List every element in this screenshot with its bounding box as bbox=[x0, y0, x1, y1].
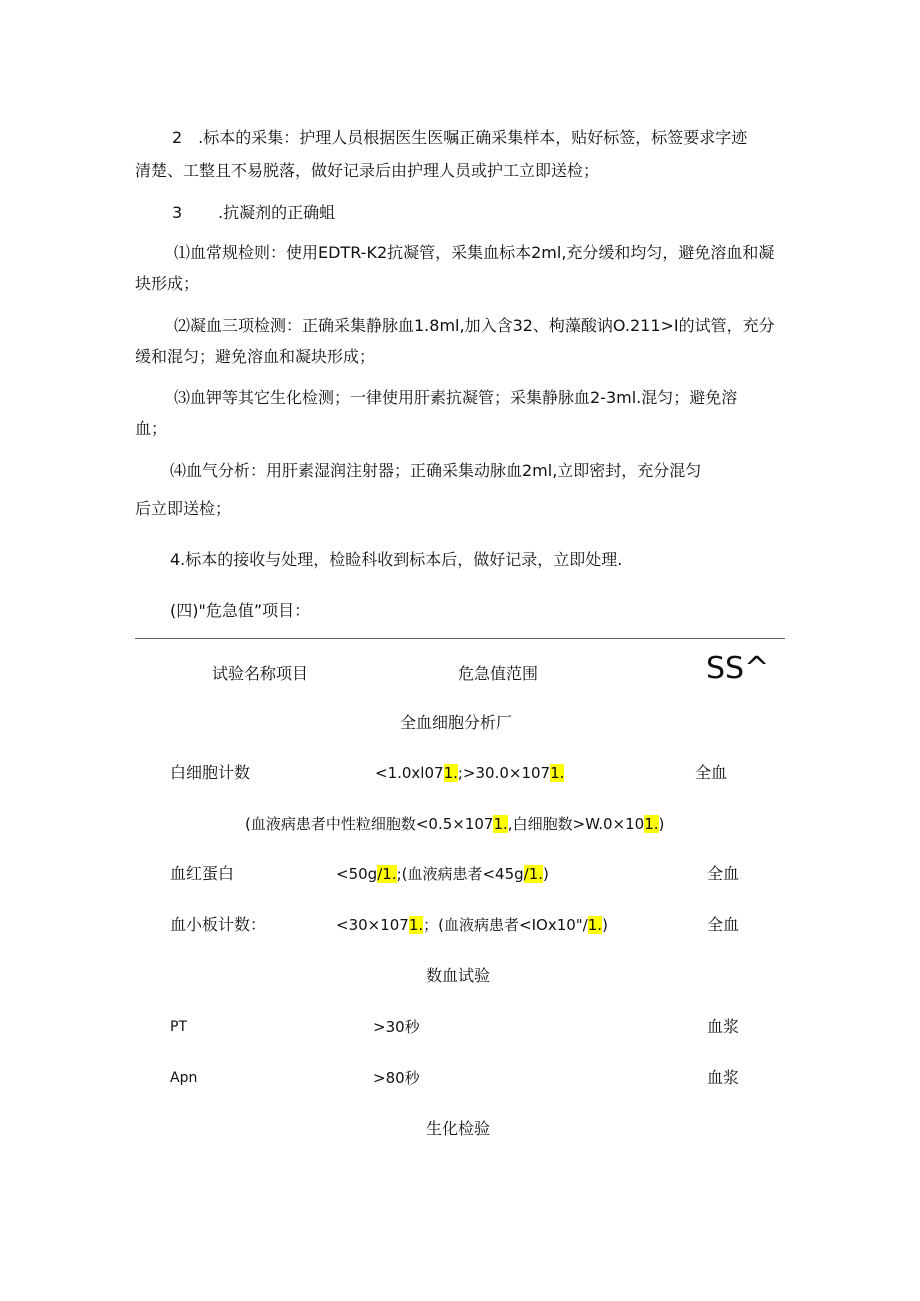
table-section-biochemistry: 生化检验 bbox=[426, 1119, 491, 1138]
paragraph-blood-gas-line2: 后立即送检； bbox=[135, 499, 232, 518]
paragraph-biochem-line2: 血； bbox=[135, 419, 168, 438]
table-row-wbc-range: <1.0xl071.;>30.0×1071. bbox=[375, 764, 565, 782]
table-row-wbc-name: 白细胞计数 bbox=[170, 763, 251, 782]
paragraph-blood-routine-line2: 块形成； bbox=[135, 274, 200, 293]
table-section-coagulation: 数血试验 bbox=[426, 966, 491, 985]
paragraph-specimen-collection-line1: 2 .标本的采集：护理人员根据医生医嘱正确采集样本，贴好标签，标签要求字迹 bbox=[172, 128, 748, 147]
paragraph-anticoagulant-number: 3 bbox=[172, 203, 183, 222]
table-row-wbc-note: (血液病患者中性粒细胞数<0.5×1071.,白细胞数>W.0×101.) bbox=[245, 815, 665, 833]
table-header-critical-range: 危急值范围 bbox=[458, 664, 539, 683]
table-row-hgb-name: 血红蛋白 bbox=[170, 864, 235, 883]
table-row-plt-range: <30×1071.；(血液病患者<IOx10"/1.) bbox=[336, 916, 608, 934]
paragraph-anticoagulant-heading: .抗凝剂的正确蛆 bbox=[218, 203, 336, 222]
table-row-hgb-range: <50g∕1.;(血液病患者<45g∕1.) bbox=[336, 865, 549, 883]
paragraph-specimen-receipt: 4.标本的接收与处理，检睑科收到标本后，做好记录，立即处理. bbox=[170, 550, 623, 569]
paragraph-coagulation-line1: ⑵凝血三项检测：正确采集静脉血1.8ml,加入含32、枸藻酸讷O.211>I的试管，充分 bbox=[174, 316, 775, 335]
paragraph-blood-routine-line1: ⑴血常规检则：使用EDTR-K2抗凝管，采集血标本2ml,充分缓和均匀，避免溶血和凝 bbox=[174, 243, 775, 262]
table-header-test-name: 试验名称项目 bbox=[212, 664, 309, 683]
section-heading-critical-values: (四)"危急值”项目： bbox=[170, 601, 311, 620]
table-row-wbc-specimen: 全血 bbox=[695, 763, 728, 782]
table-row-plt-name: 血小板计数： bbox=[170, 915, 267, 934]
paragraph-specimen-collection-line2: 清楚、工整且不易脱落，做好记录后由护理人员或护工立即送检； bbox=[135, 161, 600, 180]
paragraph-blood-gas-line1: ⑷血气分析：用肝素湿润注射器；正确采集动脉血2ml,立即密封，充分混匀 bbox=[170, 461, 702, 480]
table-row-pt-name: PT bbox=[170, 1019, 187, 1035]
table-row-pt-specimen: 血浆 bbox=[707, 1017, 740, 1036]
table-top-rule bbox=[135, 638, 785, 639]
table-row-hgb-specimen: 全血 bbox=[707, 864, 740, 883]
table-row-apn-range: >80秒 bbox=[373, 1069, 420, 1087]
table-row-plt-specimen: 全血 bbox=[707, 915, 740, 934]
table-row-pt-range: >30秒 bbox=[373, 1018, 420, 1036]
table-row-apn-specimen: 血浆 bbox=[707, 1068, 740, 1087]
paragraph-coagulation-line2: 缓和混匀；避免溶血和凝块形成； bbox=[135, 347, 376, 366]
table-row-apn-name: Apn bbox=[170, 1070, 198, 1086]
paragraph-biochem-line1: ⑶血钾等其它生化检测；一律使用肝素抗凝管；采集静脉血2-3ml.混匀；避免溶 bbox=[174, 388, 738, 407]
table-section-cbc: 全血细胞分析厂 bbox=[400, 713, 513, 732]
table-header-specimen: SS^ bbox=[706, 651, 770, 686]
